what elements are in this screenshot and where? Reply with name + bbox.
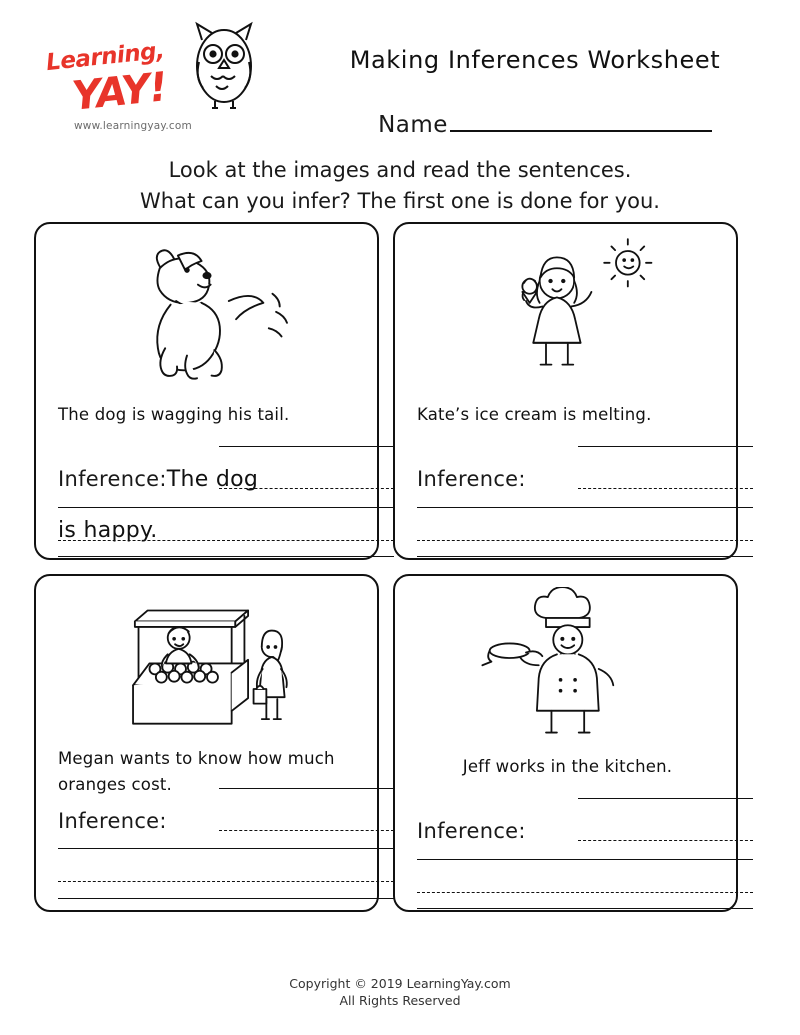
card-prompt: Megan wants to know how much oranges cost. [58, 749, 335, 794]
answer-guide-dashed-2 [58, 540, 394, 541]
copyright-line: Copyright © 2019 LearningYay.com [289, 976, 511, 991]
chef-with-pan-illustration [395, 582, 736, 754]
answer-guide-dashed-1 [219, 488, 394, 489]
rights-line: All Rights Reserved [339, 993, 461, 1008]
page-title: Making Inferences Worksheet [349, 46, 721, 74]
inference-label: Inference: [58, 467, 167, 491]
card-prompt: The dog is wagging his tail. [58, 405, 290, 424]
market-stall-oranges-illustration [36, 582, 377, 754]
girl-with-ice-cream-illustration [395, 230, 736, 402]
answer-guide-dashed-2 [417, 540, 753, 541]
question-card-dog [34, 222, 379, 560]
card-prompt: Kate’s ice cream is melting. [417, 405, 652, 424]
name-input-line[interactable] [450, 129, 712, 132]
inference-label: Inference: [417, 467, 526, 491]
inference-row [58, 809, 167, 833]
answer-text-line-1[interactable]: The dog [166, 467, 259, 492]
worksheet-grid [34, 222, 766, 912]
name-label: Name [378, 112, 448, 138]
inference-row [417, 819, 526, 843]
owl-icon [188, 16, 260, 114]
answer-baseline-2 [58, 556, 394, 557]
answer-baseline-2 [58, 898, 394, 899]
logo-word-yay: YAY! [69, 64, 169, 120]
answer-rule-top [219, 788, 394, 789]
name-field-row [330, 112, 760, 138]
answer-baseline-1 [417, 859, 753, 860]
instructions [0, 155, 800, 217]
question-card-ice-cream [393, 222, 738, 560]
answer-baseline-1 [58, 848, 394, 849]
answer-guide-dashed-2 [58, 881, 394, 882]
answer-guide-dashed-1 [219, 830, 394, 831]
inference-row [417, 467, 526, 491]
inference-label: Inference: [417, 819, 526, 843]
answer-guide-dashed-1 [578, 488, 753, 489]
logo-url: www.learningyay.com [74, 120, 192, 132]
page-footer [0, 975, 800, 1009]
answer-baseline-1 [417, 507, 753, 508]
answer-rule-top [578, 798, 753, 799]
logo [36, 14, 266, 144]
answer-guide-dashed-1 [578, 840, 753, 841]
logo-word-learning: Learning, [44, 37, 166, 77]
page-header [0, 0, 800, 150]
inference-label: Inference: [58, 809, 167, 833]
answer-rule-top [219, 446, 394, 447]
answer-text-line-2[interactable]: is happy. [58, 518, 158, 543]
dog-wagging-tail-illustration [36, 230, 377, 402]
answer-baseline-2 [417, 556, 753, 557]
question-card-chef [393, 574, 738, 912]
question-card-oranges [34, 574, 379, 912]
answer-rule-top [578, 446, 753, 447]
answer-baseline-2 [417, 908, 753, 909]
card-prompt: Jeff works in the kitchen. [462, 757, 673, 776]
answer-baseline-1 [58, 507, 394, 508]
instructions-line-1: Look at the images and read the sentences. [168, 158, 632, 182]
answer-guide-dashed-2 [417, 892, 753, 893]
instructions-line-2: What can you infer? The first one is done for you. [140, 189, 660, 213]
